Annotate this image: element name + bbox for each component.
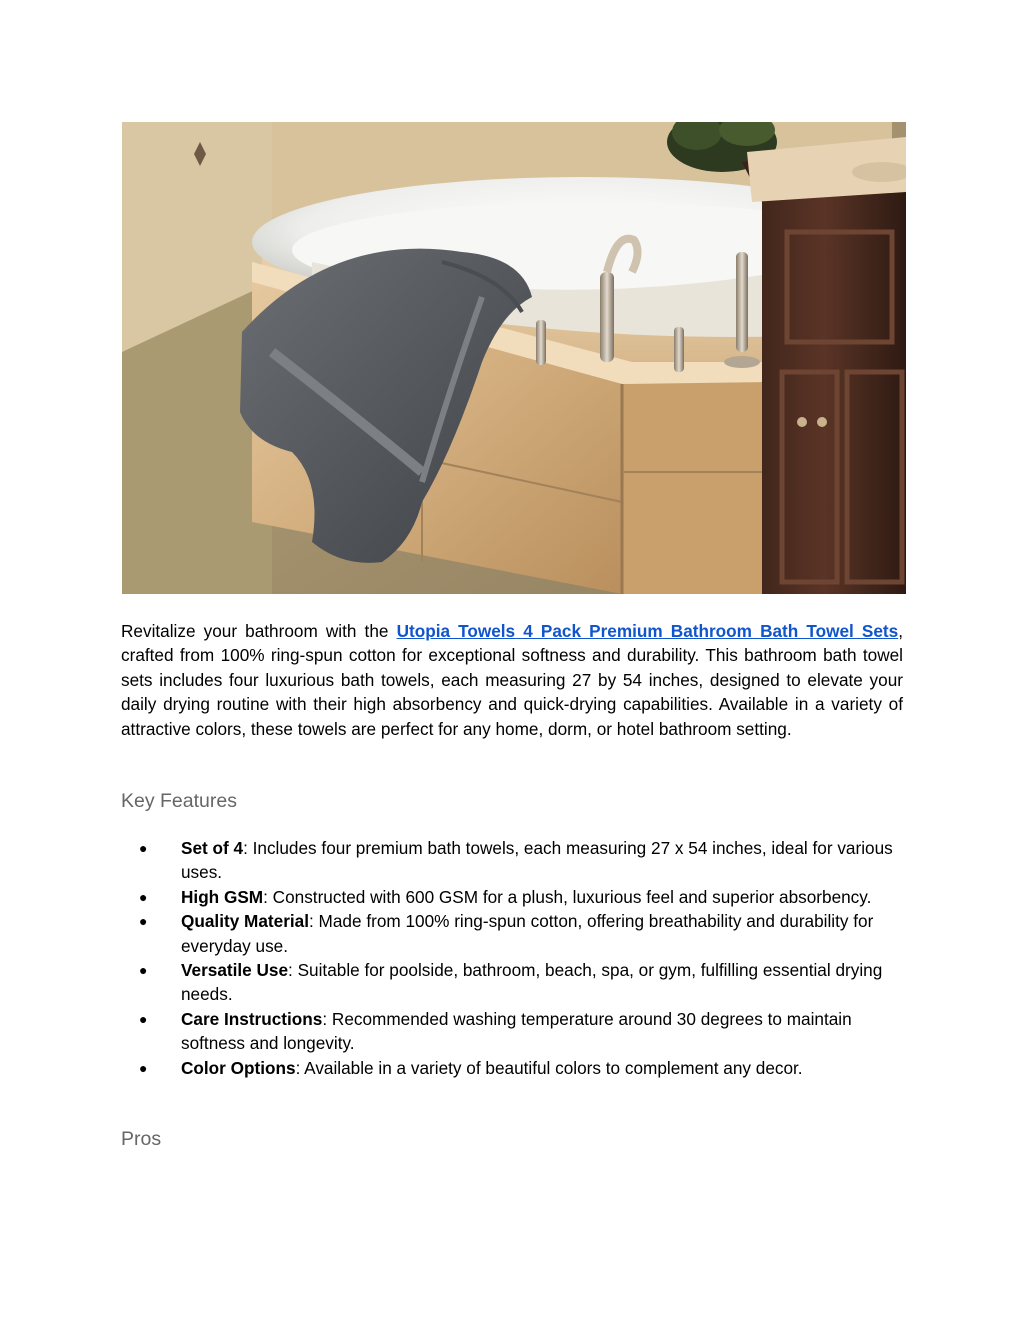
bullet-icon: ●	[139, 888, 148, 905]
feature-title: Set of 4	[181, 838, 244, 858]
hero-image	[122, 122, 906, 594]
feature-text: : Available in a variety of beautiful colors to complement any decor.	[295, 1057, 803, 1078]
pros-heading: Pros	[121, 1128, 162, 1150]
features-list	[139, 836, 911, 1080]
bullet-icon: ●	[139, 962, 148, 979]
feature-title: Care Instructions	[181, 1008, 323, 1029]
bullet-icon: ●	[139, 1059, 148, 1076]
list-item	[139, 836, 911, 885]
bullet-icon: ●	[139, 913, 148, 930]
list-item	[139, 1007, 911, 1056]
feature-title: High GSM	[181, 886, 264, 907]
list-item	[139, 1056, 911, 1080]
bullet-icon: ●	[139, 1010, 148, 1027]
list-item	[139, 958, 911, 1007]
list-item	[139, 909, 911, 958]
feature-title: Versatile Use	[181, 960, 289, 981]
product-link[interactable]: Utopia Towels 4 Pack Premium Bathroom Bath Towel Sets	[396, 621, 899, 641]
intro-paragraph	[121, 619, 903, 741]
key-features-heading: Key Features	[121, 790, 237, 812]
feature-text: : Includes four premium bath towels, each measuring 27 x 54 inches, ideal for various uses.	[181, 838, 893, 883]
list-item	[139, 885, 911, 909]
feature-title: Color Options	[181, 1057, 296, 1078]
feature-text: : Suitable for poolside, bathroom, beach, spa, or gym, fulfilling essential drying needs.	[181, 960, 883, 1005]
feature-text: : Constructed with 600 GSM for a plush, luxurious feel and superior absorbency.	[263, 886, 872, 907]
intro-body: , crafted from 100% ring-spun cotton for exceptional softness and durability. This bathroom bath towel sets includes four luxurious bath towels, each measuring 27 by 54 inches, designed to elevate your daily drying routine with their high absorbency and quick-drying capabilities. Available in a variety of attractive colors, these towels are perfect for any home, dorm, or hotel bathroom setting.	[121, 621, 903, 739]
intro-lead: Revitalize your bathroom with the	[121, 621, 397, 641]
bullet-icon: ●	[139, 840, 148, 856]
feature-text: : Recommended washing temperature around 30 degrees to maintain softness and longevity.	[181, 1008, 852, 1054]
feature-title: Quality Material	[181, 911, 309, 932]
feature-text: : Made from 100% ring-spun cotton, offering breathability and durability for everyday use.	[181, 911, 874, 956]
bathroom-illustration	[122, 122, 906, 594]
